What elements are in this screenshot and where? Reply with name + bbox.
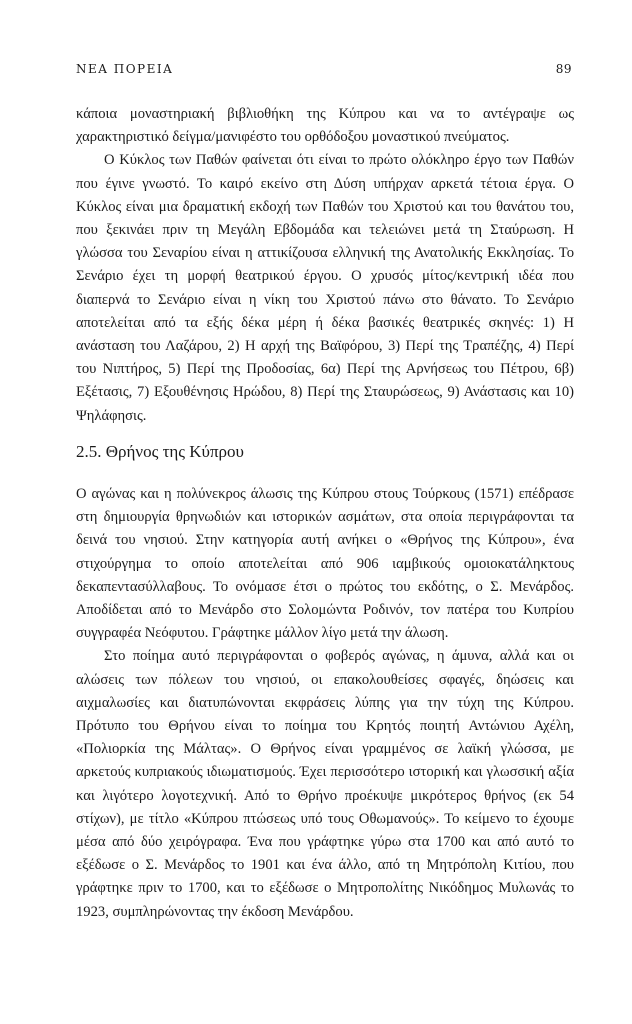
section-continuation bbox=[76, 103, 574, 428]
section-heading: 2.5. Θρήνος της Κύπρου bbox=[76, 442, 244, 461]
paragraph: Ο Κύκλος των Παθών φαίνεται ότι είναι το πρώτο ολόκληρο έργο των Παθών που έγινε γνωστό. Το καιρό εκείνο στη Δύση υπήρχαν αρκετά τέτοια έργα. Ο Κύκλος είναι μια δραματική εκδοχή των Παθών του Χριστού και του θανάτου του, που ξεκινάει πριν τη Μεγάλη Εβδομάδα και τελειώνει μετά τη Σταύρωση. Η γλώσσα του Σεναρίου είναι η αττικίζουσα ελληνική της Ανατολικής Εκκλησίας. Το Σενάριο έχει τη μορφή θεατρικού έργου. Ο χρυσός μίτος/κεντρική ιδέα που διαπερνά το Σενάριο είναι η νίκη του Χριστού πάνω στο θάνατο. Το Σενάριο αποτελείται από τα εξής δέκα μέρη ή δέκα βασικές θεατρικές σκηνές: 1) Η ανάσταση του Λαζάρου, 2) Η αρχή της Βαϊφόρου, 3) Περί της Τραπέζης, 4) Περί του Νιπτήρος, 5) Περί της Προδοσίας, 6α) Περί της Αρνήσεως του Πέτρου, 6β) Εξέτασις, 7) Εξουθένησις Ηρώδου, 8) Περί της Σταυρώσεως, 9) Ανάστασις και 10) Ψηλάφησις. bbox=[76, 152, 574, 424]
paragraph: κάποια μοναστηριακή βιβλιοθήκη της Κύπρου και να το αντέγραψε ως χαρακτηριστικό δείγμα/μανιφέστο του ορθόδοξου μοναστικού πνεύματος. bbox=[76, 106, 574, 146]
running-header bbox=[76, 62, 572, 82]
page-number: 89 bbox=[555, 62, 572, 76]
paragraph: Ο αγώνας και η πολύνεκρος άλωσις της Κύπρου στους Τούρκους (1571) επέδρασε στη δημιουργία θρηνωδιών και ιστορικών ασμάτων, στα οποία περιγράφονται τα δεινά του νησιού. Στην κατηγορία αυτή ανήκει ο «Θρήνος της Κύπρου», ένα στιχούργημα το οποίο αποτελείται από 906 ιαμβικούς ομοιοκατάληκτους δεκαπεντασύλλαβους. Το ονόμασε έτσι ο πρώτος του εκδότης, ο Σ. Μενάρδος. Αποδίδεται από το Μενάρδο στο Σολομώντα Ροδινόν, τον πατέρα του Κυπρίου συγγραφέα Νεόφυτου. Γράφτηκε μάλλον λίγο μετά την άλωση. bbox=[76, 486, 574, 642]
section-body bbox=[76, 483, 574, 924]
running-title: ΝΕΑ ΠΟΡΕΙΑ bbox=[76, 62, 174, 76]
paragraph: Στο ποίημα αυτό περιγράφονται ο φοβερός αγώνας, η άμυνα, αλλά και οι αλώσεις των πόλεων του νησιού, οι επακολουθείσες σφαγές, δηώσεις και αιχμαλωσίες και διατυπώνονται εκφράσεις λύπης για την τύχη της Κύπρου. Πρότυπο του Θρήνου είναι το ποίημα του Κρητός ποιητή Αντώνιου Αχέλη, «Πολιορκία της Μάλτας». Ο Θρήνος είναι γραμμένος σε λαϊκή γλώσσα, με αρκετούς κυπριακούς ιδιωματισμούς. Έχει περισσότερο ιστορική και γλωσσική αξία και λιγότερο λογοτεχνική. Από το Θρήνο προέκυψε μικρότερος θρήνος (εκ 54 στίχων), με τίτλο «Κύπρου πτώσεως υπό τους Οθωμανούς». Το κείμενο το έχουμε μέσα από δύο χειρόγραφα. Ένα που γράφτηκε γύρω στα 1700 και από αυτό το εξέδωσε ο Σ. Μενάρδος το 1901 και ένα άλλο, από τη Μητρόπολη Κιτίου, που γράφτηκε πριν το 1700, και το εξέδωσε ο Μητροπολίτης Νικόδημος Μυλωνάς το 1923, συμπληρώνοντας την έκδοση Μενάρδου. bbox=[76, 648, 574, 920]
